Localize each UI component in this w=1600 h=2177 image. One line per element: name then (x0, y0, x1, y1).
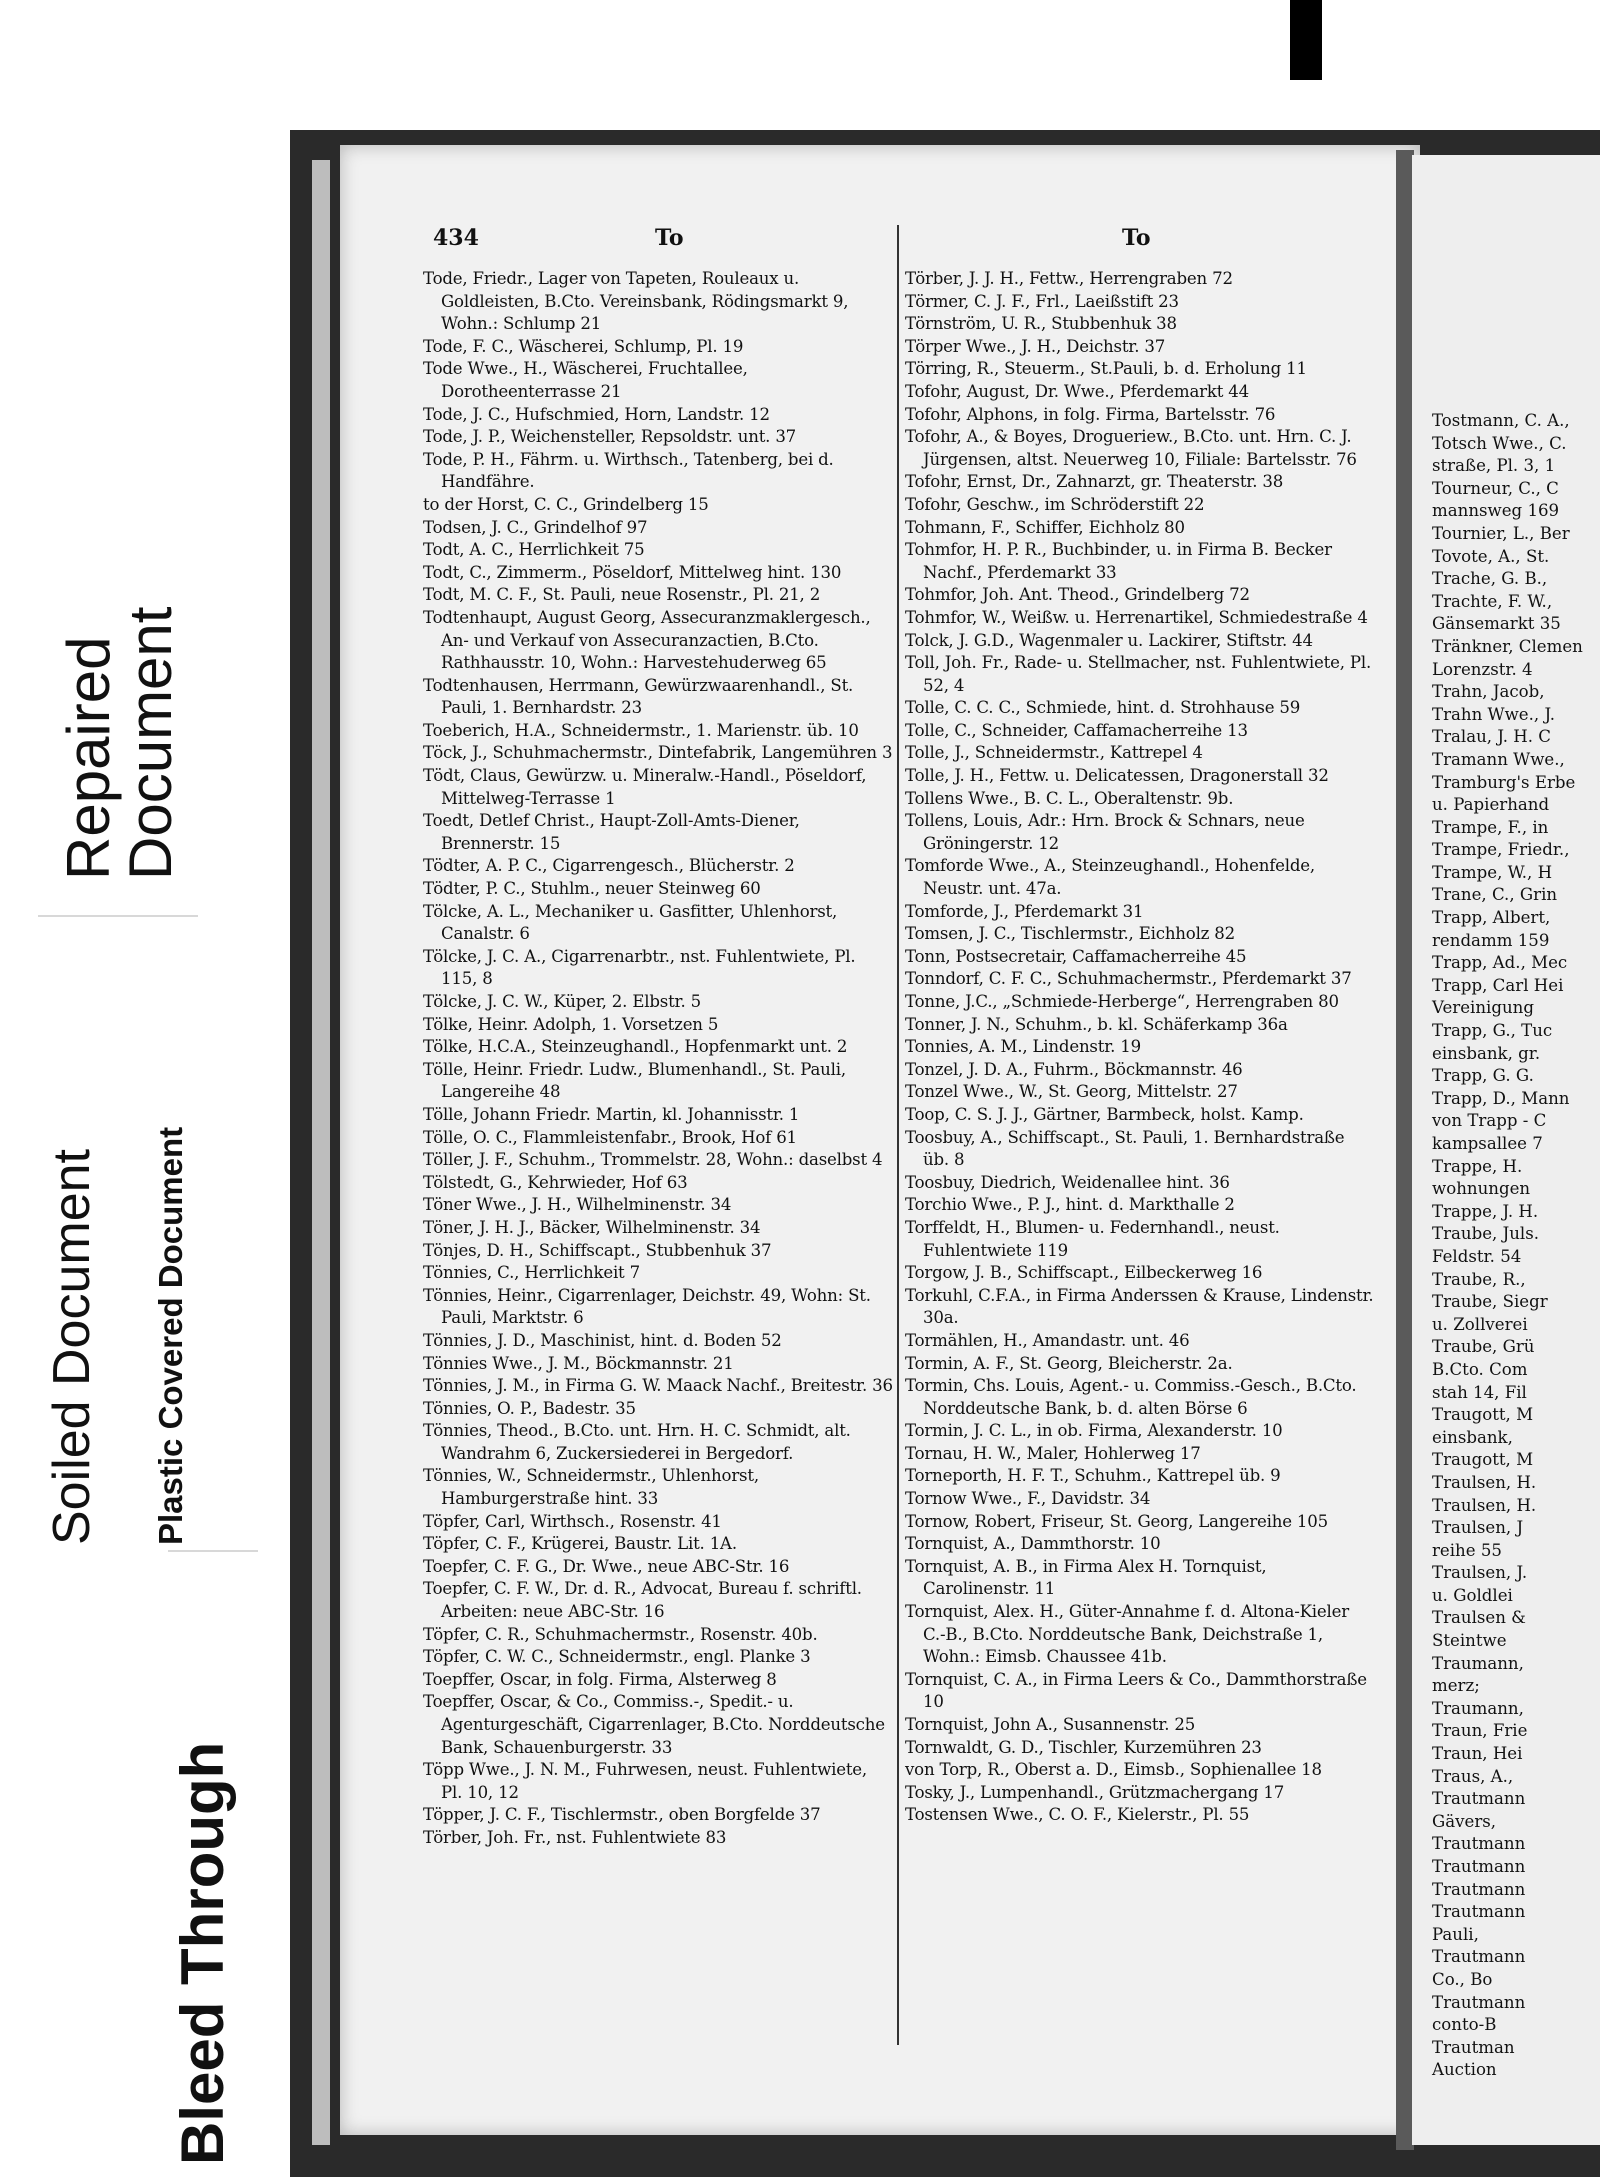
label-repaired-line2: Document (117, 606, 184, 880)
directory-entry: Trapp, Ad., Mec (1432, 953, 1568, 973)
directory-entry: Traube, R., (1432, 1269, 1526, 1289)
directory-entry: Törber, J. J. H., Fettw., Herrengraben 72 (905, 269, 1233, 288)
label-repaired-line1: Repaired (55, 636, 122, 880)
directory-entry: Tönnies, J. D., Maschinist, hint. d. Boden 52 (423, 1330, 782, 1350)
directory-entry: Tralau, J. H. C (1432, 727, 1551, 747)
directory-entry: Tostmann, C. A., (1432, 411, 1570, 430)
directory-entry: Toeberich, H.A., Schneidermstr., 1. Marienstr. üb. 10 (423, 720, 859, 740)
directory-entry: Trane, C., Grin (1432, 885, 1558, 905)
directory-entry: Traulsen, J. (1432, 1563, 1528, 1583)
directory-entry: Tohmfor, H. P. R., Buchbinder, u. in Firma B. Becker Nachf., Pferdemarkt 33 (905, 540, 1332, 582)
directory-entry: Tode, P. H., Fährm. u. Wirthsch., Tatenberg, bei d. Handfähre. (423, 449, 834, 492)
directory-entry: Vereinigung (1432, 998, 1534, 1018)
directory-entry: Tosky, J., Lumpenhandl., Grützmachergang 17 (905, 1782, 1285, 1802)
directory-entry: Torneporth, H. F. T., Schuhm., Kattrepel üb. 9 (905, 1466, 1281, 1486)
directory-entry: Tomforde Wwe., A., Steinzeughandl., Hohenfelde, Neustr. unt. 47a. (905, 856, 1315, 899)
directory-entry: Tramann Wwe., (1432, 749, 1565, 769)
directory-entry: Tornau, H. W., Maler, Hohlerweg 17 (905, 1443, 1201, 1463)
directory-entry: Tölle, Johann Friedr. Martin, kl. Johannisstr. 1 (423, 1104, 800, 1124)
directory-entry: Trapp, Carl Hei (1432, 975, 1564, 995)
directory-entry: Tölstedt, G., Kehrwieder, Hof 63 (423, 1172, 688, 1192)
directory-entry: conto-B (1432, 2015, 1497, 2035)
directory-entry: Todt, A. C., Herrlichkeit 75 (423, 540, 645, 560)
directory-entry: Toepfer, C. F. G., Dr. Wwe., neue ABC-Str. 16 (423, 1556, 790, 1576)
directory-entry: Törper Wwe., J. H., Deichstr. 37 (905, 336, 1166, 356)
directory-entry: Feldstr. 54 (1432, 1246, 1522, 1266)
directory-entry: Toosbuy, A., Schiffscapt., St. Pauli, 1. Bernhardstraße üb. 8 (905, 1127, 1345, 1170)
directory-entry: Traun, Hei (1432, 1744, 1523, 1764)
directory-entry: Toosbuy, Diedrich, Weidenallee hint. 36 (905, 1172, 1230, 1192)
directory-entry: Trapp, D., Mann (1432, 1088, 1570, 1108)
directory-entry: einsbank, gr. (1432, 1043, 1541, 1063)
directory-entry: Tönnies, O. P., Badestr. 35 (423, 1398, 636, 1418)
condition-labels-panel (0, 0, 236, 2177)
directory-entry: Tonzel, J. D. A., Fuhrm., Böckmannstr. 46 (905, 1059, 1243, 1079)
directory-entry: Todt, M. C. F., St. Pauli, neue Rosenstr., Pl. 21, 2 (423, 585, 821, 605)
directory-entry: Traus, A., (1432, 1766, 1514, 1786)
directory-entry: Tofohr, A., & Boyes, Drogueriew., B.Cto. unt. Hrn. C. J. Jürgensen, altst. Neuerweg 10, Filiale: Bartelsstr. 76 (905, 427, 1357, 469)
directory-entry: Traube, Grü (1432, 1337, 1535, 1357)
directory-entry: Gävers, (1432, 1811, 1497, 1831)
scan-top-margin (1290, 0, 1600, 130)
directory-entry: Trapp, Albert, (1432, 908, 1551, 928)
directory-entry: Trachte, F. W., (1432, 591, 1553, 611)
directory-entry: Tohmann, F., Schiffer, Eichholz 80 (905, 517, 1185, 537)
directory-entry: Töpfer, C. R., Schuhmachermstr., Rosenstr. 40b. (423, 1624, 818, 1644)
directory-entry: Tölke, H.C.A., Steinzeughandl., Hopfenmarkt unt. 2 (423, 1037, 848, 1057)
directory-entry: Traugott, M (1432, 1450, 1534, 1470)
directory-entry: Tormählen, H., Amandastr. unt. 46 (905, 1330, 1190, 1350)
directory-entry: Tonne, J.C., „Schmiede-Herberge“, Herrengraben 80 (905, 992, 1339, 1011)
directory-entry: Todt, C., Zimmerm., Pöseldorf, Mittelweg hint. 130 (423, 562, 842, 582)
directory-entry: Tormin, Chs. Louis, Agent.- u. Commiss.-Gesch., B.Cto. Norddeutsche Bank, b. d. alten Börse 6 (905, 1376, 1357, 1418)
left-column (423, 268, 893, 1850)
directory-entry: Tode, F. C., Wäscherei, Schlump, Pl. 19 (423, 336, 744, 356)
directory-entry: to der Horst, C. C., Grindelberg 15 (423, 494, 709, 514)
directory-entry: Trampe, F., in (1432, 817, 1549, 837)
directory-entry: Törber, Joh. Fr., nst. Fuhlentwiete 83 (423, 1827, 727, 1847)
directory-entry: Trapp, G., Tuc (1432, 1021, 1553, 1041)
label-soiled-document: Soiled Document (43, 1149, 101, 1545)
directory-entry: Töpfer, C. W. C., Schneidermstr., engl. Planke 3 (423, 1647, 811, 1667)
directory-entry: Töpp Wwe., J. N. M., Fuhrwesen, neust. Fuhlentwiete, Pl. 10, 12 (423, 1760, 867, 1802)
directory-entry: u. Papierhand (1432, 795, 1550, 815)
directory-entry: Tönnies Wwe., J. M., Böckmannstr. 21 (423, 1353, 734, 1373)
directory-entry: Toop, C. S. J. J., Gärtner, Barmbeck, holst. Kamp. (905, 1104, 1304, 1124)
directory-entry: Traube, Siegr (1432, 1292, 1548, 1312)
directory-entry: Tolle, C. C. C., Schmiede, hint. d. Strohhause 59 (905, 698, 1301, 718)
directory-entry: Trautmann (1432, 1992, 1526, 2012)
directory-entry: Torgow, J. B., Schiffscapt., Eilbeckerweg 16 (905, 1263, 1263, 1283)
directory-entry: wohnungen (1432, 1179, 1531, 1199)
directory-entry: B.Cto. Com (1432, 1359, 1528, 1379)
directory-entry: Traulsen, H. (1432, 1495, 1537, 1515)
directory-entry: Tornquist, C. A., in Firma Leers & Co., Dammthorstraße 10 (905, 1669, 1367, 1712)
directory-entry: Tode, J. C., Hufschmied, Horn, Landstr. 12 (423, 404, 770, 424)
directory-entry: Traumann, (1432, 1653, 1524, 1673)
directory-entry: Tönjes, D. H., Schiffscapt., Stubbenhuk 37 (423, 1240, 772, 1260)
directory-entry: Tränkner, Clemen (1432, 636, 1583, 656)
directory-entry: mannsweg 169 (1432, 501, 1560, 521)
directory-entry: Tölcke, J. C. A., Cigarrenarbtr., nst. Fuhlentwiete, Pl. 115, 8 (423, 946, 856, 989)
directory-entry: Torffeldt, H., Blumen- u. Federnhandl., neust. Fuhlentwiete 119 (905, 1217, 1280, 1260)
header-right: To (1122, 225, 1151, 251)
page-edge (312, 160, 330, 2145)
directory-entry: Töller, J. F., Schuhm., Trommelstr. 28, Wohn.: daselbst 4 (423, 1150, 883, 1170)
directory-entry: Traun, Frie (1432, 1721, 1528, 1741)
directory-entry: Trappe, H. (1432, 1156, 1523, 1176)
directory-entry: Tonndorf, C. F. C., Schuhmachermstr., Pferdemarkt 37 (905, 969, 1352, 989)
directory-entry: Tornquist, A. B., in Firma Alex H. Tornquist, Carolinenstr. 11 (905, 1556, 1267, 1599)
directory-entry: Tornwaldt, G. D., Tischler, Kurzemühren 23 (905, 1737, 1262, 1757)
directory-entry: Tollens Wwe., B. C. L., Oberaltenstr. 9b. (905, 788, 1234, 808)
directory-entry: Tönnies, Heinr., Cigarrenlager, Deichstr. 49, Wohn: St. Pauli, Marktstr. 6 (423, 1285, 871, 1328)
directory-entry: Toepfer, C. F. W., Dr. d. R., Advocat, Bureau f. schriftl. Arbeiten: neue ABC-Str. 16 (423, 1579, 862, 1622)
directory-entry: Todsen, J. C., Grindelhof 97 (423, 517, 648, 537)
directory-entry: Torkuhl, C.F.A., in Firma Anderssen & Krause, Lindenstr. 30a. (905, 1285, 1374, 1328)
directory-entry: Tolle, C., Schneider, Caffamacherreihe 13 (905, 720, 1248, 740)
directory-entry: Trache, G. B., (1432, 569, 1548, 589)
directory-entry: Tovote, A., St. (1432, 546, 1550, 566)
directory-entry: Toepffer, Oscar, & Co., Commiss.-, Spedit.- u. Agenturgeschäft, Cigarrenlager, B.Cto. Norddeutsche Bank, Schauenburgerstr. 33 (423, 1692, 885, 1757)
directory-entry: von Trapp - C (1432, 1111, 1547, 1131)
directory-entry: u. Zollverei (1432, 1314, 1528, 1334)
directory-entry: Tramburg's Erbe (1432, 772, 1576, 792)
directory-entry: Toll, Joh. Fr., Rade- u. Stellmacher, nst. Fuhlentwiete, Pl. 52, 4 (905, 653, 1372, 695)
directory-entry: Tonn, Postsecretair, Caffamacherreihe 45 (905, 946, 1247, 966)
directory-entry: u. Goldlei (1432, 1585, 1513, 1605)
directory-entry: Steintwe (1432, 1631, 1507, 1651)
directory-entry: Trapp, G. G. (1432, 1066, 1534, 1086)
directory-entry: Tölle, Heinr. Friedr. Ludw., Blumenhandl., St. Pauli, Langereihe 48 (423, 1059, 846, 1102)
label-bleed-through: Bleed Through (169, 1741, 236, 2165)
directory-entry: Trautmann (1432, 1789, 1526, 1809)
directory-entry: Tödt, Claus, Gewürzw. u. Mineralw.-Handl., Pöseldorf, Mittelweg-Terrasse 1 (423, 766, 867, 808)
directory-entry: Tonzel Wwe., W., St. Georg, Mittelstr. 27 (905, 1082, 1238, 1102)
directory-entry: Tormin, J. C. L., in ob. Firma, Alexanderstr. 10 (905, 1421, 1283, 1441)
directory-entry: von Torp, R., Oberst a. D., Eimsb., Sophienallee 18 (905, 1760, 1322, 1780)
directory-entry: Tönnies, J. M., in Firma G. W. Maack Nachf., Breitestr. 36 (423, 1376, 893, 1396)
directory-entry: stah 14, Fil (1432, 1382, 1527, 1402)
page-number: 434 (433, 225, 479, 251)
directory-entry: Tofohr, Alphons, in folg. Firma, Bartelsstr. 76 (905, 404, 1276, 424)
directory-entry: Tödter, P. C., Stuhlm., neuer Steinweg 60 (423, 879, 761, 899)
directory-entry: Tournier, L., Ber (1432, 523, 1570, 543)
directory-entry: Tölcke, A. L., Mechaniker u. Gasfitter, Uhlenhorst, Canalstr. 6 (423, 901, 838, 944)
directory-entry: Totsch Wwe., C. (1432, 433, 1567, 453)
directory-entry: Tode, J. P., Weichensteller, Repsoldstr. unt. 37 (423, 427, 797, 447)
directory-entry: Tönnies, Theod., B.Cto. unt. Hrn. H. C. Schmidt, alt. Wandrahm 6, Zuckersiederei in Bergedorf. (423, 1421, 851, 1463)
adjacent-page-column (1432, 410, 1600, 2082)
directory-entry: Lorenzstr. 4 (1432, 659, 1533, 679)
directory-entry: Tornow Wwe., F., Davidstr. 34 (905, 1489, 1151, 1509)
directory-entry: Tomforde, J., Pferdemarkt 31 (905, 901, 1144, 921)
directory-entry: Todtenhausen, Herrmann, Gewürzwaarenhandl., St. Pauli, 1. Bernhardstr. 23 (423, 675, 854, 718)
directory-entry: Traumann, (1432, 1698, 1524, 1718)
directory-entry: Tohmfor, W., Weißw. u. Herrenartikel, Schmiedestraße 4 (905, 607, 1368, 627)
directory-entry: kampsallee 7 (1432, 1134, 1543, 1153)
directory-entry: Tolle, J. H., Fettw. u. Delicatessen, Dragonerstall 32 (905, 766, 1329, 786)
directory-entry: rendamm 159 (1432, 930, 1550, 950)
directory-entry: straße, Pl. 3, 1 (1432, 456, 1556, 476)
directory-entry: Toedt, Detlef Christ., Haupt-Zoll-Amts-Diener, Brennerstr. 15 (423, 811, 800, 853)
directory-entry: Tolck, J. G.D., Wagenmaler u. Lackirer, Stiftstr. 44 (905, 630, 1313, 650)
directory-entry: Tonner, J. N., Schuhm., b. kl. Schäferkamp 36a (905, 1014, 1288, 1034)
directory-entry: Trautmann (1432, 1947, 1526, 1967)
directory-entry: Tornquist, A., Dammthorstr. 10 (905, 1534, 1161, 1554)
directory-entry: Tonnies, A. M., Lindenstr. 19 (905, 1037, 1141, 1057)
directory-entry: Törnström, U. R., Stubbenhuk 38 (905, 314, 1177, 334)
directory-entry: Traulsen & (1432, 1608, 1526, 1628)
directory-entry: Tollens, Louis, Adr.: Hrn. Brock & Schnars, neue Gröningerstr. 12 (905, 811, 1305, 853)
directory-entry: Töpper, J. C. F., Tischlermstr., oben Borgfelde 37 (423, 1805, 821, 1825)
directory-entry: Tode, Friedr., Lager von Tapeten, Rouleaux u. Goldleisten, B.Cto. Vereinsbank, Rödingsmarkt 9, Wohn.: Schlump 21 (423, 269, 849, 334)
directory-entry: Trautmann (1432, 1879, 1526, 1899)
directory-entry: Tornquist, Alex. H., Güter-Annahme f. d. Altona-Kieler C.-B., B.Cto. Norddeutsche Bank, Deichstraße 1, Wohn.: Eimsb. Chaussee 41b. (905, 1602, 1349, 1667)
directory-entry: Törmer, C. J. F., Frl., Laeißstift 23 (905, 291, 1179, 311)
directory-entry: Todtenhaupt, August Georg, Assecuranzmaklergesch., An- und Verkauf von Assecuranzactien, B.Cto. Rathhausstr. 10, Wohn.: Harvestehuderweg 65 (423, 607, 871, 673)
directory-entry: Trahn, Jacob, (1432, 682, 1545, 702)
label-plastic-covered-document: Plastic Covered Document (152, 1126, 189, 1545)
directory-entry: Törring, R., Steuerm., St.Pauli, b. d. Erholung 11 (905, 359, 1307, 379)
directory-entry: Co., Bo (1432, 1969, 1493, 1989)
label-repaired-document (55, 606, 184, 880)
directory-entry: Tönnies, C., Herrlichkeit 7 (423, 1263, 640, 1283)
directory-entry: Töpfer, Carl, Wirthsch., Rosenstr. 41 (423, 1511, 722, 1531)
directory-entry: Toepffer, Oscar, in folg. Firma, Alsterweg 8 (423, 1669, 777, 1689)
directory-entry: Tornow, Robert, Friseur, St. Georg, Langereihe 105 (905, 1511, 1328, 1531)
directory-entry: Tormin, A. F., St. Georg, Bleicherstr. 2a. (905, 1353, 1233, 1373)
directory-entry: Tohmfor, Joh. Ant. Theod., Grindelberg 72 (905, 585, 1250, 605)
directory-entry: einsbank, (1432, 1427, 1513, 1447)
directory-entry: reihe 55 (1432, 1540, 1502, 1560)
directory-entry: Gänsemarkt 35 (1432, 614, 1561, 634)
scan-top-bar (1290, 0, 1322, 80)
right-column (905, 268, 1375, 1827)
directory-entry: Traube, Juls. (1432, 1224, 1540, 1244)
directory-entry: Tölle, O. C., Flammleistenfabr., Brook, Hof 61 (423, 1127, 797, 1147)
directory-entry: Traulsen, J (1432, 1518, 1524, 1538)
header-left: To (655, 225, 684, 251)
directory-entry: Tornquist, John A., Susannenstr. 25 (905, 1715, 1196, 1734)
directory-entry: Trahn Wwe., J. (1432, 704, 1556, 724)
directory-entry: Tönnies, W., Schneidermstr., Uhlenhorst, Hamburgerstraße hint. 33 (423, 1466, 759, 1509)
directory-entry: Traulsen, H. (1432, 1472, 1537, 1492)
directory-entry: Pauli, (1432, 1924, 1479, 1944)
directory-entry: Töner Wwe., J. H., Wilhelminenstr. 34 (423, 1195, 732, 1215)
directory-entry: Tofohr, Ernst, Dr., Zahnarzt, gr. Theaterstr. 38 (905, 472, 1284, 492)
directory-entry: Trappe, J. H. (1432, 1201, 1539, 1221)
directory-entry: Töck, J., Schuhmachermstr., Dintefabrik, Langemühren 3 (423, 743, 893, 763)
directory-entry: Tödter, A. P. C., Cigarrengesch., Blücherstr. 2 (423, 856, 795, 876)
directory-entry: Trampe, Friedr., (1432, 840, 1570, 860)
directory-entry: Töpfer, C. F., Krügerei, Baustr. Lit. 1A. (423, 1534, 737, 1554)
directory-entry: Torchio Wwe., P. J., hint. d. Markthalle 2 (905, 1195, 1235, 1215)
directory-entry: Trautman (1432, 2037, 1515, 2057)
directory-entry: Auction (1432, 2060, 1497, 2080)
directory-entry: Trautmann (1432, 1902, 1526, 1922)
directory-entry: Traugott, M (1432, 1405, 1534, 1425)
directory-entry: merz; (1432, 1676, 1480, 1696)
column-divider (897, 225, 899, 2045)
label-divider (168, 1550, 258, 1552)
directory-entry: Tofohr, August, Dr. Wwe., Pferdemarkt 44 (905, 381, 1249, 401)
directory-entry: Tofohr, Geschw., im Schröderstift 22 (905, 494, 1205, 514)
directory-entry: Tölcke, J. C. W., Küper, 2. Elbstr. 5 (423, 992, 701, 1011)
directory-entry: Tourneur, C., C (1432, 478, 1559, 498)
directory-entry: Tostensen Wwe., C. O. F., Kielerstr., Pl. 55 (905, 1805, 1250, 1825)
directory-entry: Trampe, W., H (1432, 862, 1553, 882)
adjacent-page (1412, 155, 1600, 2145)
directory-entry: Töner, J. H. J., Bäcker, Wilhelminenstr. 34 (423, 1217, 761, 1237)
directory-entry: Tode Wwe., H., Wäscherei, Fruchtallee, Dorotheenterrasse 21 (423, 359, 748, 401)
directory-entry: Tomsen, J. C., Tischlermstr., Eichholz 82 (905, 924, 1236, 944)
label-divider (38, 915, 198, 917)
directory-entry: Trautmann (1432, 1834, 1526, 1854)
directory-entry: Tolle, J., Schneidermstr., Kattrepel 4 (905, 743, 1203, 763)
directory-entry: Trautmann (1432, 1857, 1526, 1876)
directory-entry: Tölke, Heinr. Adolph, 1. Vorsetzen 5 (423, 1014, 719, 1034)
